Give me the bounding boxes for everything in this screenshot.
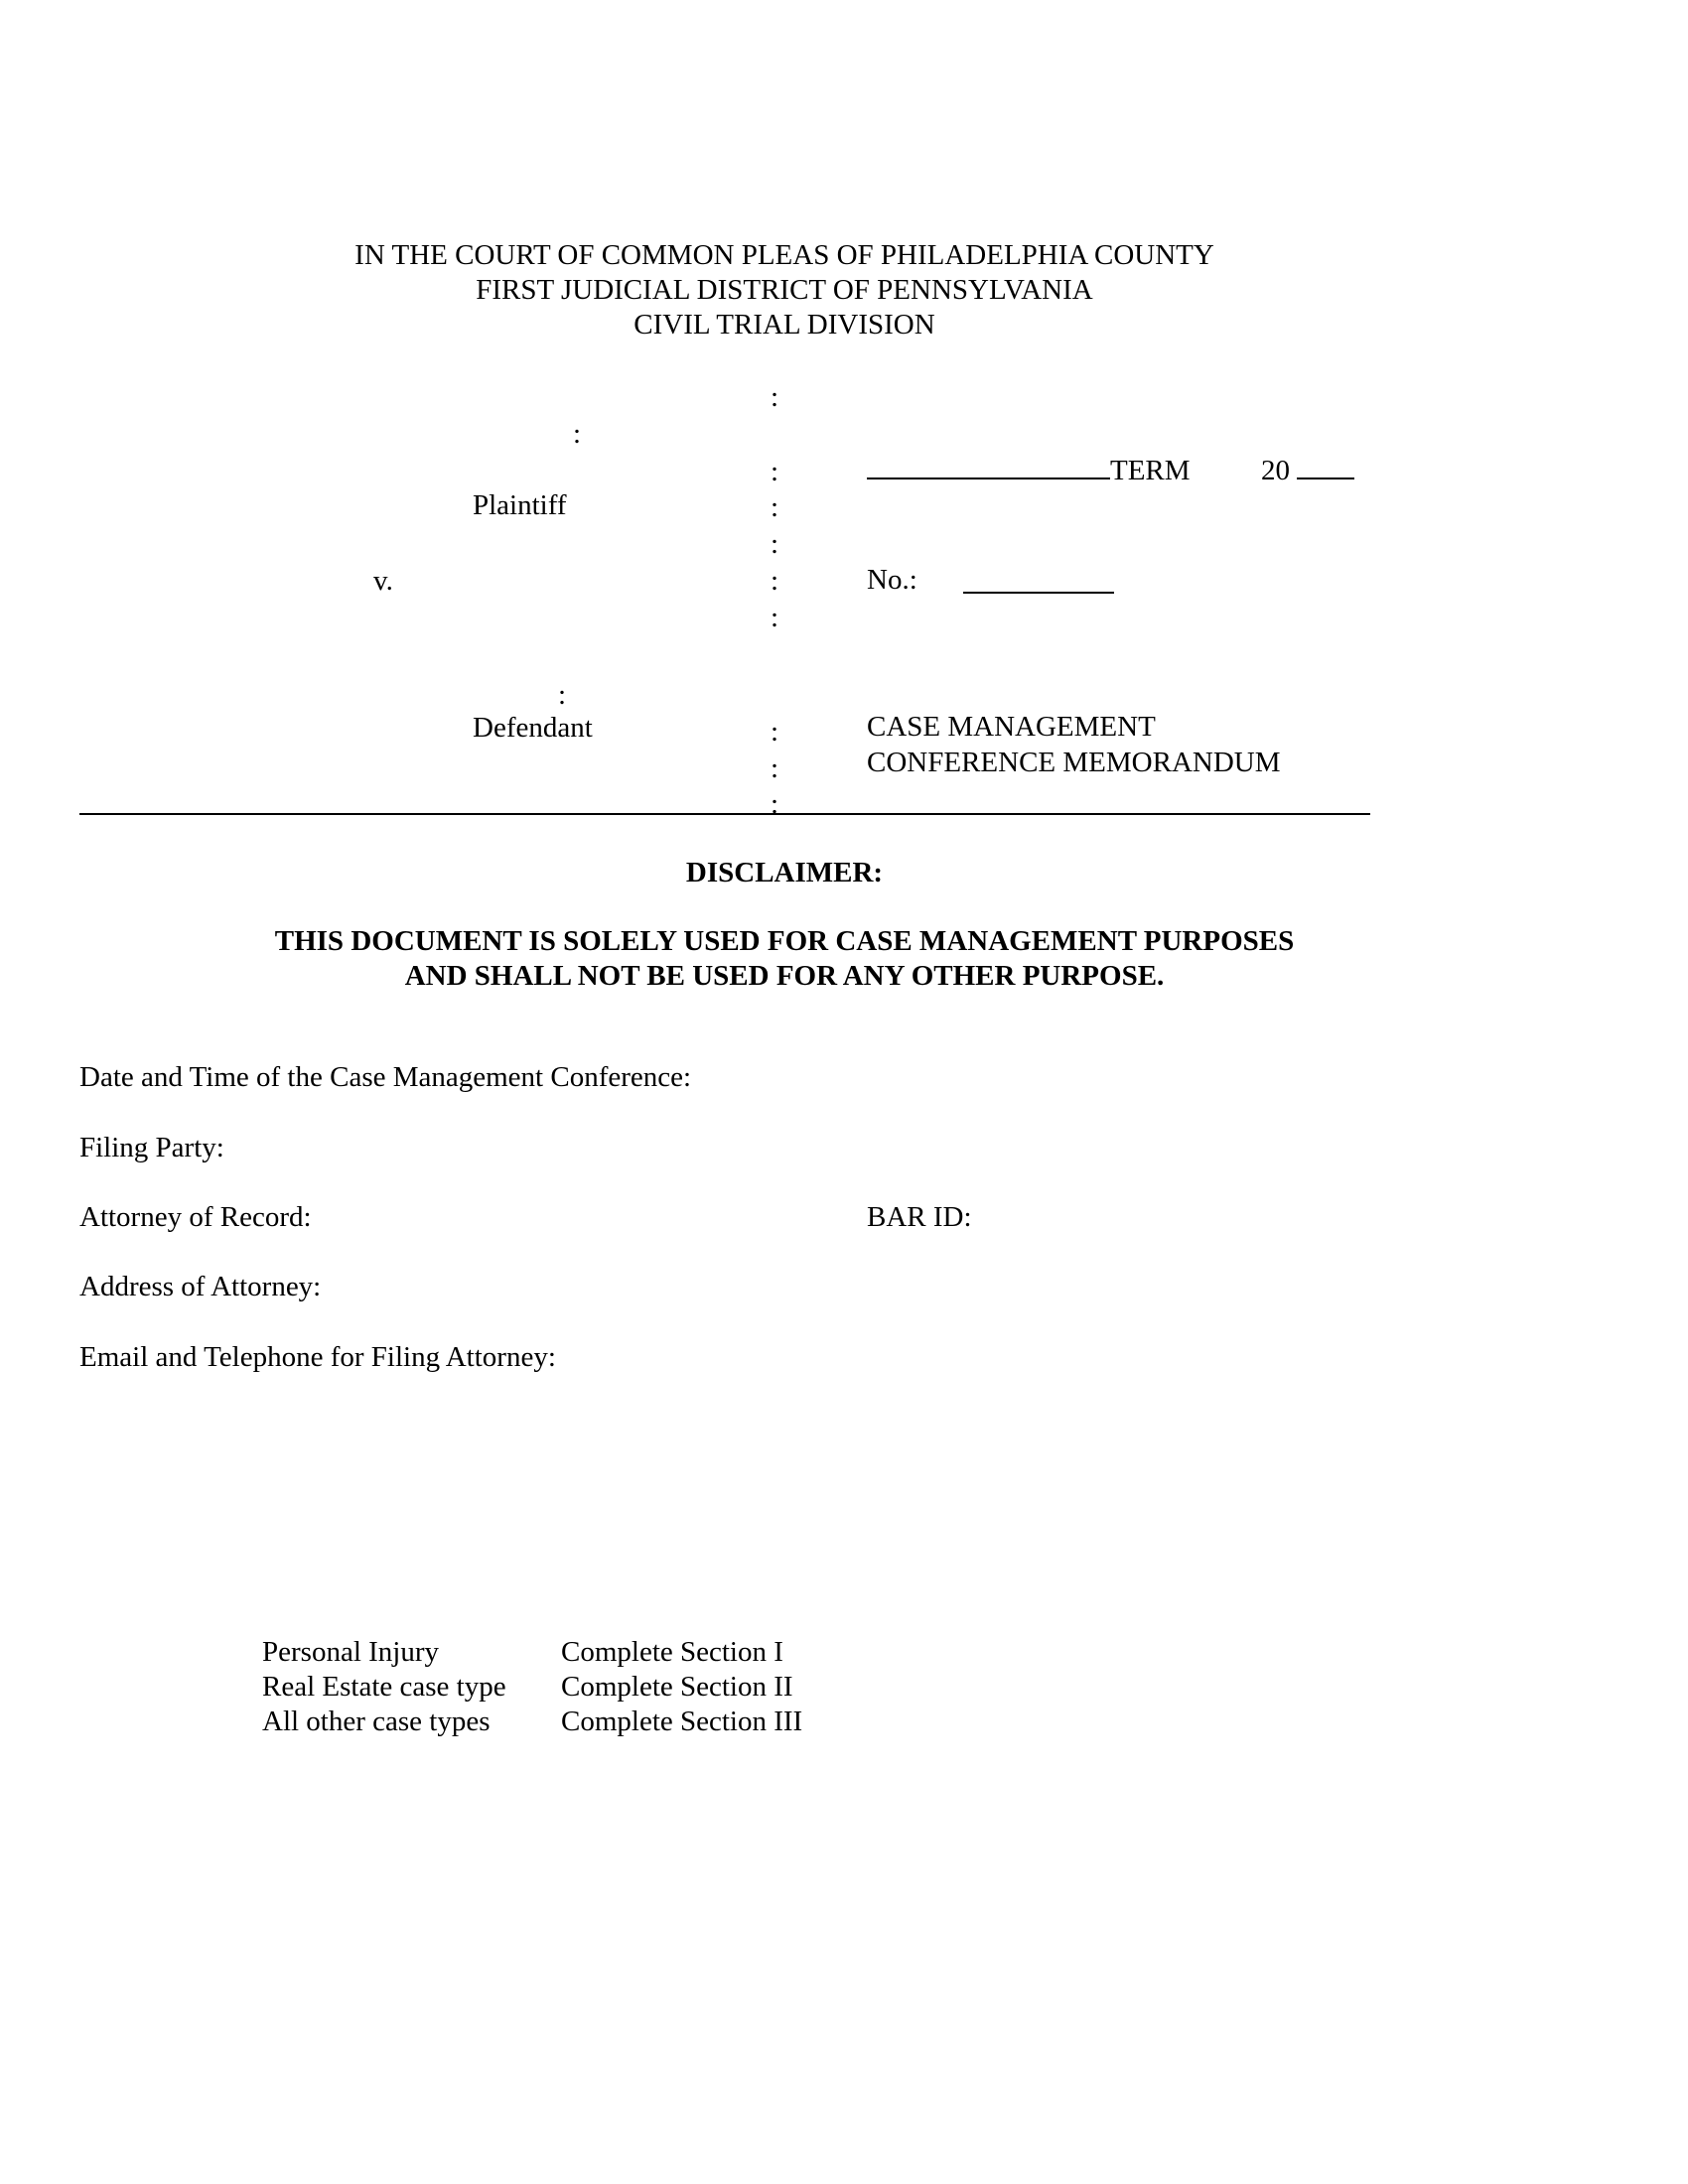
caption-colon: : — [771, 491, 779, 523]
year-row — [1261, 452, 1354, 487]
term-row — [867, 452, 1191, 487]
case-type-real-estate: Real Estate case type — [262, 1671, 506, 1703]
section-instruction-1: Complete Section I — [561, 1636, 783, 1668]
filing-party-field-label: Filing Party: — [79, 1132, 224, 1163]
document-title-line1: CASE MANAGEMENT — [867, 711, 1156, 743]
bar-id-field-label: BAR ID: — [867, 1201, 972, 1233]
number-label: No.: — [867, 564, 917, 596]
caption-colon: : — [771, 381, 779, 413]
disclaimer-heading: DISCLAIMER: — [685, 857, 884, 888]
address-field-label: Address of Attorney: — [79, 1271, 322, 1302]
document-title-line2: CONFERENCE MEMORANDUM — [867, 747, 1281, 778]
caption-colon: : — [771, 456, 779, 487]
email-phone-field-label: Email and Telephone for Filing Attorney: — [79, 1341, 556, 1373]
date-time-field-label: Date and Time of the Case Management Conference: — [79, 1061, 692, 1093]
term-label: TERM — [1110, 455, 1191, 486]
defendant-label: Defendant — [473, 712, 593, 744]
caption-divider — [79, 813, 1370, 815]
division: CIVIL TRIAL DIVISION — [633, 309, 935, 341]
caption-colon: : — [771, 565, 779, 597]
year-prefix: 20 — [1261, 455, 1290, 486]
attorney-of-record-field-label: Attorney of Record: — [79, 1201, 312, 1233]
defendant-colon: : — [558, 679, 567, 711]
disclaimer-line1: THIS DOCUMENT IS SOLELY USED FOR CASE MANAGEMENT PURPOSES — [274, 925, 1295, 957]
year-blank[interactable] — [1297, 452, 1354, 479]
versus-label: v. — [373, 565, 393, 597]
plaintiff-label: Plaintiff — [473, 489, 567, 521]
caption-colon: : — [771, 602, 779, 633]
caption-colon: : — [771, 752, 779, 784]
judicial-district: FIRST JUDICIAL DISTRICT OF PENNSYLVANIA — [476, 274, 1093, 306]
court-name: IN THE COURT OF COMMON PLEAS OF PHILADELPHIA COUNTY — [354, 239, 1214, 271]
caption-colon: : — [771, 716, 779, 748]
caption-colon: : — [771, 788, 779, 820]
term-blank[interactable] — [867, 452, 1110, 479]
case-type-personal-injury: Personal Injury — [262, 1636, 439, 1668]
caption-colon: : — [771, 528, 779, 560]
case-type-other: All other case types — [262, 1706, 491, 1737]
section-instruction-3: Complete Section III — [561, 1706, 803, 1737]
plaintiff-colon: : — [573, 418, 582, 450]
disclaimer-line2: AND SHALL NOT BE USED FOR ANY OTHER PURPOSE. — [404, 960, 1165, 992]
number-blank[interactable] — [963, 566, 1114, 594]
section-instruction-2: Complete Section II — [561, 1671, 793, 1703]
